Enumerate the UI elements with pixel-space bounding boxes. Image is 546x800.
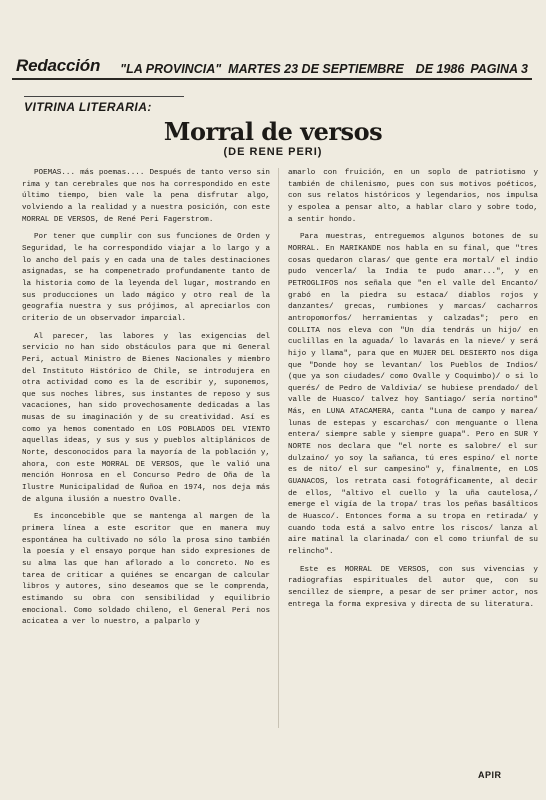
article-title: Morral de versos: [163, 117, 383, 146]
right-paragraph-1: amarlo con fruición, en un soplo de patriotismo y también de chilenismo, pues con sus motivos poéticos, con sus relatos históricos y legendarios, nos impulsa y espolea a pensar alto, a hablar claro y sobre todo, a sentir hondo.: [288, 169, 538, 224]
masthead-rule: [12, 78, 532, 80]
issue-date: MARTES 23 DE SEPTIEMBRE: [228, 62, 404, 76]
column-divider: [278, 168, 279, 728]
author-signature: APIR: [478, 770, 502, 780]
right-paragraph-2: Para muestras, entreguemos algunos botones de su MORRAL. En MARIKANDE nos habla en su final, que "tres cosas quedaron claras/ que gente era mortal/ el indio pudo vencerla/ la India te pudo amar...", y en PETROGLIFOS nos señala que "en el valle del Encanto/ grabó en la piedra su estaca/ diablos rojos y danzantes/ grecas, rumbiones y marcas/ cacharros antropomorfos/ herramientas y calzadas"; pero en COLLITA nos eleva con "Un día tendrás un hijo/ en cuclillas en la aguada/ lo lavarás en la nieve/ y será hijo y llama", para que en MUJER DEL DESIERTO nos diga que "Donde hoy se levantan/ los Pueblos de Indios/ (que ya son ciudades/ como Ovalle y Coquimbo)/ o si lo querés/ de Pedro de Valdivia/ se hubiese prendado/ del valle de Huasco/ talvez hoy Santiago/ sería nortino" Más, en LUNA ATACAMERA, canta "Luna de campo y marea/ lunas de estepas y escarchas/ con menguante o llena entera/ siempre sable y siempre guapa". Pero en SUR Y NORTE nos declara que "el norte es salobre/ el sur dulzaino/ yo soy la sañanca, tú eres espino/ el norte es de nito/ el sur campesino" y, finalmente, en LOS GUANACOS, los retrata casi fotográficamente, al decir de ellos, "altivo el cuello y la uña cautelosa,/ emerge el vigía de la tropa/ tras los peñas basálticos de Huasco/. Entonces forma a su tropa en retirada/ y cuando toda está a salvo entre los riscos/ lanza al aire matinal la clarinada/ con el como triunfal de su relincho".: [288, 233, 538, 556]
masthead: [16, 54, 534, 76]
left-paragraph-2: Por tener que cumplir con sus funciones de Orden y Seguridad, le ha correspondido viajar a lo largo y a lo ancho del país y en cada una de tales destinaciones asignadas, se ha compenetrado profundamente tanto de la historia como de la leyenda del lugar, mostrando en sus producciones un lado mágico y otro real de la geografía nuestra y sus prójimos, al apreciarlos con criterio de un observador imparcial.: [22, 233, 270, 323]
issue-year: DE 1986: [415, 62, 465, 76]
right-paragraph-3: Este es MORRAL DE VERSOS, con sus vivencias y radiografías espirituales del autor que, con su sencillez de siempre, a pesar de ser primer actor, nos entrega la forma expresiva y directa de su literatura.: [288, 565, 538, 609]
article-byline: (DE RENE PERI): [223, 146, 323, 158]
column-label: VITRINA LITERARIA:: [24, 100, 152, 114]
column-label-rule: [24, 96, 184, 97]
left-column: [22, 168, 270, 635]
section-name: Redacción: [16, 56, 101, 75]
right-column: [288, 168, 538, 617]
left-paragraph-4: Es inconcebible que se mantenga al margen de la primera línea a este escritor que en manera muy espontánea ha cultivado no sólo la prosa sino también la poesía y el ensayo porque han sido expresiones de su alma las que han aflorado a lo concreto. No es tarea de criticar a quiénes se encargan de calcular libros y autores, sino deseamos que se le comprenda, estimando su obra con sensibilidad y equilibrio emocional. Como soldado chileno, el General Peri nos acicatea a ver lo nuestro, a palparlo y: [22, 513, 270, 627]
newspaper-name: "LA PROVINCIA": [120, 62, 222, 76]
left-paragraph-1: POEMAS... más poemas.... Después de tanto verso sin rima y tan cerebrales que nos ha correspondido en este último tiempo, bien vale la pena disfrutar algo, volviendo a la realidad y a nuestra posición, con este MORRAL DE VERSOS, de René Peri Fagerstrom.: [22, 169, 270, 224]
page-number: PAGINA 3: [470, 62, 528, 76]
left-paragraph-3: Al parecer, las labores y las exigencias del servicio no han sido obstáculos para que mi General Peri, actual Ministro de Bienes Nacionales y miembro del Instituto Histórico de Chile, se introdujera en otra actividad como es la de escribir y, suponemos, que sus noches libres, sus instantes de reposo y sus vacaciones, han sido provechosamente dedicadas a las musas de su imaginación y de su creatividad. Así es como ya hemos comentado en LOS POBLADOS DEL VIENTO aquellas ideas, y sus y sus y pueblos altiplánicos de Norte, desconocidos para la mayoría de la población y, ahora, con este MORRAL DE VERSOS, que le valió una mención Honrosa en el Concurso Pedro de Oña de la Ilustre Municipalidad de Ñuñoa en 1974, nos deja más de alguna ilusión a nuestro Ovalle.: [22, 332, 270, 504]
